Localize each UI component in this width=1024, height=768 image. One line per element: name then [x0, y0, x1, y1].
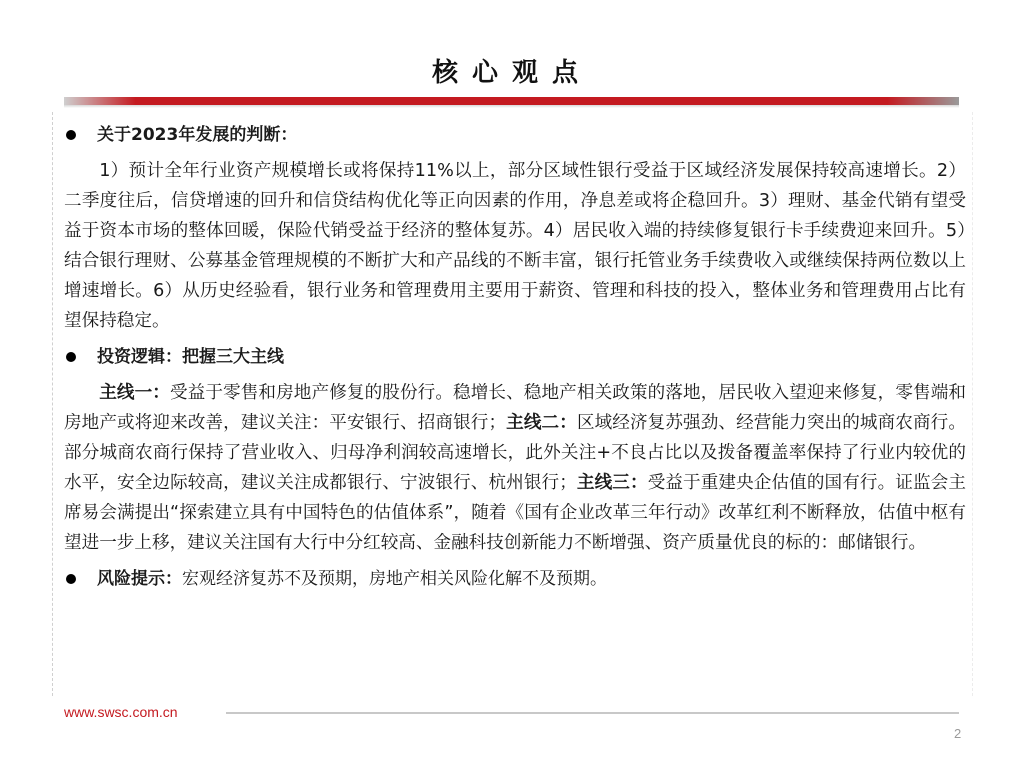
- section-heading-text: 风险提示：: [97, 569, 182, 589]
- mainline-1-label: 主线一：: [99, 383, 170, 403]
- section-heading-text: 关于2023年发展的判断：: [97, 125, 298, 145]
- mainline-2-label: 主线二：: [506, 413, 577, 433]
- investment-logic-paragraph: [64, 378, 966, 558]
- footer-divider: [226, 712, 959, 714]
- mainline-3-label: 主线三：: [576, 473, 648, 493]
- content-frame-right: [972, 112, 973, 696]
- title-divider-shadow: [64, 105, 959, 108]
- bullet-icon: [66, 574, 76, 584]
- mainline-1-text: 受益于零售和房地产修复的股份行。稳增长、稳地产相关政策的落地，居民收入望迎来修复，零售端和房地产或将迎来改善，建议关注：平安银行、招商银行；: [64, 383, 966, 433]
- content-frame-left: [52, 112, 53, 696]
- section-heading-text: 投资逻辑：把握三大主线: [97, 347, 284, 367]
- bullet-icon: [66, 130, 76, 140]
- title-divider: [64, 97, 959, 105]
- section-heading-investment-logic: [64, 342, 966, 372]
- page-title: 核心观点: [431, 58, 592, 88]
- bullet-icon: [66, 352, 76, 362]
- page-number: 2: [954, 726, 962, 741]
- footer-website-link[interactable]: www.swsc.com.cn: [64, 704, 178, 720]
- section-heading-outlook: [64, 120, 966, 150]
- mainline-2-text: 区域经济复苏强劲、经营能力突出的城商农商行。部分城商农商行保持了营业收入、归母净利润较高速增长，此外关注+不良占比以及拨备覆盖率保持了行业内较优的水平，安全边际较高，建议关注成都银行、宁波银行、杭州银行；: [64, 413, 966, 493]
- main-content: [64, 120, 966, 594]
- outlook-paragraph: 1）预计全年行业资产规模增长或将保持11%以上，部分区域性银行受益于区域经济发展保持较高速增长。2）二季度往后，信贷增速的回升和信贷结构优化等正向因素的作用，净息差或将企稳回升。3）理财、基金代销有望受益于资本市场的整体回暖，保险代销受益于经济的整体复苏。4）居民收入端的持续修复银行卡手续费迎来回升。5）结合银行理财、公募基金管理规模的不断扩大和产品线的不断丰富，银行托管业务手续费收入或继续保持两位数以上增速增长。6）从历史经验看，银行业务和管理费用主要用于薪资、管理和科技的投入，整体业务和管理费用占比有望保持稳定。: [64, 161, 966, 331]
- mainline-3-text: 受益于重建央企估值的国有行。证监会主席易会满提出“探索建立具有中国特色的估值体系”，随着《国有企业改革三年行动》改革红利不断释放，估值中枢有望进一步上移，建议关注国有大行中分红较高、金融科技创新能力不断增强、资产质量优良的标的：邮储银行。: [64, 473, 966, 553]
- section-heading-risk: [64, 564, 966, 594]
- risk-text: 宏观经济复苏不及预期，房地产相关风险化解不及预期。: [182, 569, 607, 589]
